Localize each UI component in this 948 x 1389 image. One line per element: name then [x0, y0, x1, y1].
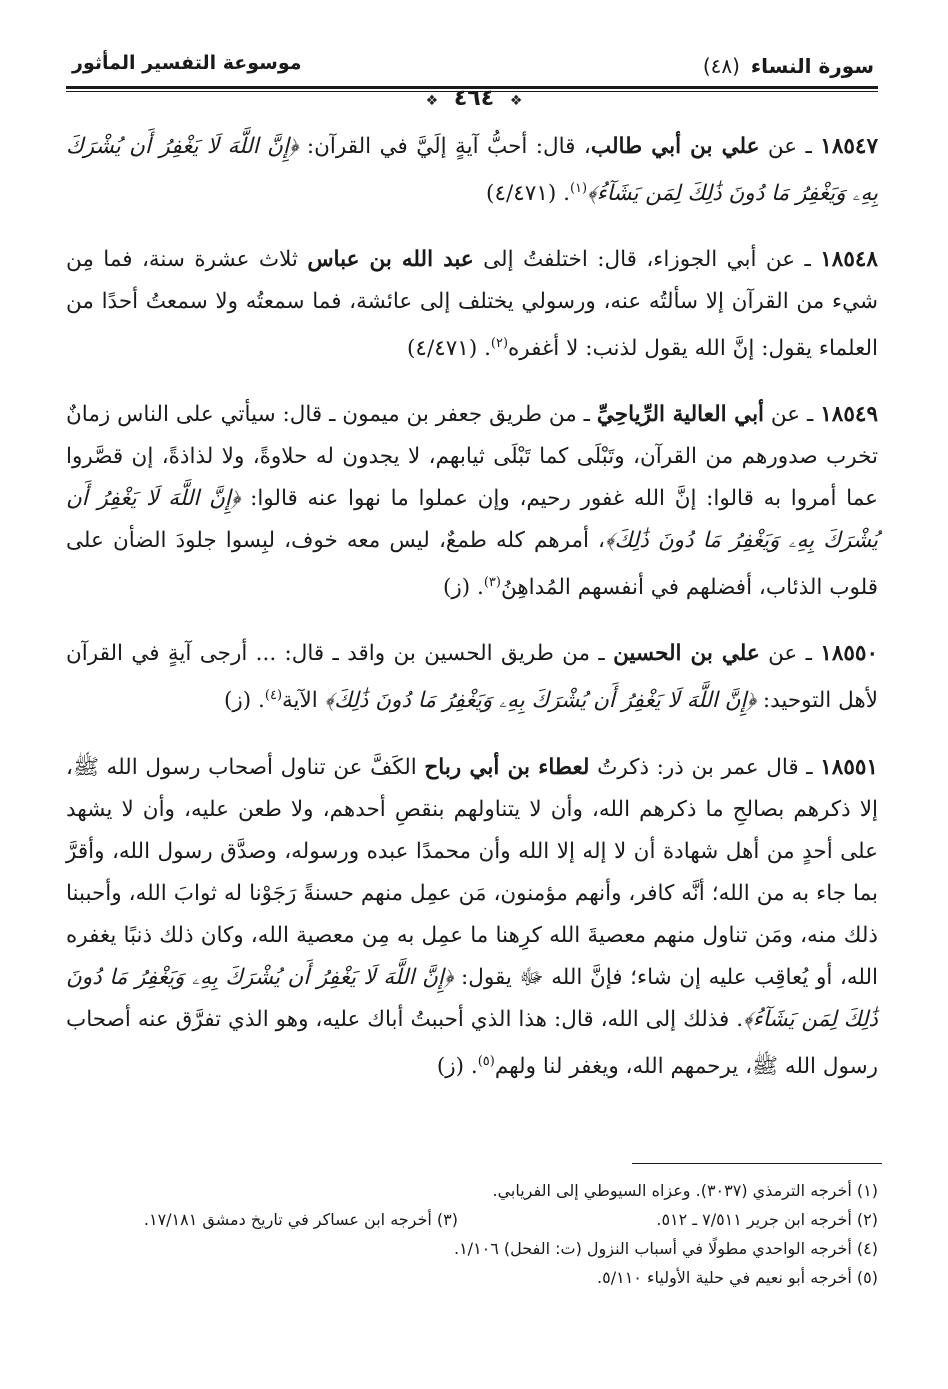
text-span: ـ من طريق جعفر بن ميمون ـ قال: سيأتي على الناس زمانٌ تخرب صدورهم من القرآن، وتَبْلَى كما تَبْلَى ثيابهم، لا يجدون له حلاوةً، ولا لذاذةً، إن قصَّروا عما أمروا به قالوا: إنَّ الله غفور رحيم، وإن عملوا ما نهوا عنه قالوا: [66, 402, 878, 512]
text-span: ـ عن [764, 402, 821, 428]
entry-number: ١٨٥٥٠ [820, 641, 879, 667]
entry-number: ١٨٥٥١ [820, 754, 878, 780]
footnote-5: (٥) أخرجه أبو نعيم في حلية الأولياء ٥/١١٠. [597, 1268, 878, 1287]
entry-number: ١٨٥٤٧ [820, 134, 879, 159]
text-span: ، أمرهم كله طمعٌ، ليس معه خوف، لبِسوا جلودَ الضأن على قلوب الذئاب، أفضلهم في أنفسهم المُداهِنُ [66, 528, 878, 601]
ornament-icon: ❖ [509, 93, 523, 109]
footnotes [66, 1176, 878, 1292]
footnote-1: (١) أخرجه الترمذي (٣٠٣٧). وعزاه السيوطي إلى الفريابي. [492, 1181, 878, 1200]
footnote-ref: (١) [569, 181, 588, 196]
text-span: ـ عن [759, 134, 821, 159]
quran-verse: ﴿إِنَّ اللَّهَ لَا يَغْفِرُ أَن يُشْرَكَ بِهِۦ وَيَغْفِرُ مَا دُونَ ذَٰلِكَ﴾ [324, 688, 757, 714]
narrator-name: أبي العالية الرِّياحِيِّ [596, 402, 765, 428]
quran-verse: ﴿إِنَّ اللَّهَ لَا يَغْفِرُ أَن يُشْرَكَ بِهِۦ وَيَغْفِرُ مَا دُونَ ذَٰلِكَ لِمَن يَشَآءُ﴾ [66, 134, 878, 207]
running-head-surah [703, 54, 874, 78]
surah-name: سورة النساء [750, 54, 874, 78]
narrator-name: علي بن الحسين [613, 641, 760, 667]
reference: (ز) [224, 688, 252, 714]
reference: (ز) [436, 1053, 465, 1079]
text-span: . فذلك إلى الله، قال: هذا الذي أحببتُ أباك عليه، وهو الذي تفرَّق عنه أصحاب رسول الله ﷺ، يرحمهم الله، ويغفر لنا ولهم [66, 1006, 878, 1079]
text-span: ـ عن أبي الجوزاء، قال: اختلفتُ إلى [473, 247, 821, 273]
narrator-name: علي بن أبي طالب [590, 134, 760, 159]
ornament-icon: ❖ [425, 93, 439, 109]
running-head-book-title: موسوعة التفسير المأثور [72, 52, 302, 74]
narrator-name: عبد الله بن عباس [307, 247, 474, 273]
text-span: ـ عن [759, 641, 821, 667]
entry-number: ١٨٥٤٨ [820, 247, 878, 273]
main-text [66, 126, 878, 1112]
footnote-3: (٣) أخرجه ابن عساكر في تاريخ دمشق ١٧/١٨١. [143, 1210, 458, 1229]
chapter-number: (٤٨) [702, 54, 740, 78]
text-span: . [477, 336, 491, 362]
quran-verse: ﴿إِنَّ اللَّهَ لَا يَغْفِرُ أَن يُشْرَكَ بِهِۦ وَيَغْفِرُ مَا دُونَ ذَٰلِكَ لِمَن يَشَآءُ﴾ [66, 964, 878, 1032]
text-span: ثلاث عشرة سنة، فما مِن شيء من القرآن إلا سألتُه عنه، ورسولي يختلف إلى عائشة، فما سمعتُه ولا سمعتُ أحدًا من العلماء يقول: إنَّ الله يقول لذنب: لا أغفره [66, 247, 878, 362]
hadith-entry [66, 633, 878, 722]
page-number: ٤٦٤ [453, 86, 495, 111]
quran-verse: ﴿إِنَّ اللَّهَ لَا يَغْفِرُ أَن يُشْرَكَ بِهِۦ وَيَغْفِرُ مَا دُونَ ذَٰلِكَ﴾ [66, 486, 878, 554]
footnote-4: (٤) أخرجه الواحدي مطولًا في أسباب النزول (ت: الفحل) ١/١٠٦. [453, 1239, 878, 1258]
text-span: . [464, 1053, 478, 1079]
text-span: ـ من طريق الحسين بن واقد ـ قال: ... أرجى آيةٍ في القرآن لأهل التوحيد: [66, 641, 878, 714]
hadith-entry [66, 394, 878, 609]
text-span: . [556, 181, 570, 207]
text-span: . [251, 688, 265, 714]
text-span: الآية [282, 688, 325, 714]
reference: (٤/٤٧١) [486, 181, 557, 207]
footnote-row [66, 1205, 878, 1234]
footnote-ref: (٤) [264, 688, 283, 704]
hadith-entry [66, 747, 878, 1088]
footnote-ref: (٣) [483, 575, 501, 591]
text-span: . [470, 575, 484, 601]
entry-number: ١٨٥٤٩ [820, 402, 878, 428]
reference: (٤/٤٧١) [407, 336, 478, 362]
page-number-block [0, 86, 948, 111]
text-span: الكَفَّ عن تناول أصحاب رسول الله ﷺ، إلا ذكرهم بصالحِ ما ذكرهم الله، وأن لا يتناولهم بنقصِ أحدهم، ولا طعن عليه، وأن لا يشهد على أحدٍ من أهل شهادة أن لا إله إلا الله وأن محمدًا عبده ورسوله، وصدَّق رسول الله، وأقرَّ بما جاء به من الله؛ أنَّه كافر، وأنهم مؤمنون، مَن عمِل منهم حسنةً رَجَوْنا له ثوابَ الله، وأحببنا ذلك منه، ومَن تناول منهم معصيةَ الله كرِهنا ما عمِل به مِن معصية الله، وكان ذلك ذنبًا يغفره الله، أو يُعاقِب عليه إن شاء؛ فإنَّ الله ﷻ يقول: [66, 754, 878, 990]
hadith-entry [66, 126, 878, 215]
hadith-entry [66, 239, 878, 370]
narrator-name: لعطاء بن أبي رباح [424, 754, 590, 780]
footnote-ref: (٥) [477, 1053, 495, 1069]
footnote-separator [632, 1163, 882, 1164]
text-span: ، قال: أحبُّ آيةٍ إلَيَّ في القرآن: [298, 134, 591, 159]
footnote-ref: (٢) [490, 336, 509, 352]
reference: (ز) [442, 575, 471, 601]
text-span: ـ قال عمر بن ذر: ذكرتُ [589, 754, 821, 780]
footnote-2: (٢) أخرجه ابن جرير ٧/٥١١ ـ ٥١٢. [656, 1210, 878, 1229]
